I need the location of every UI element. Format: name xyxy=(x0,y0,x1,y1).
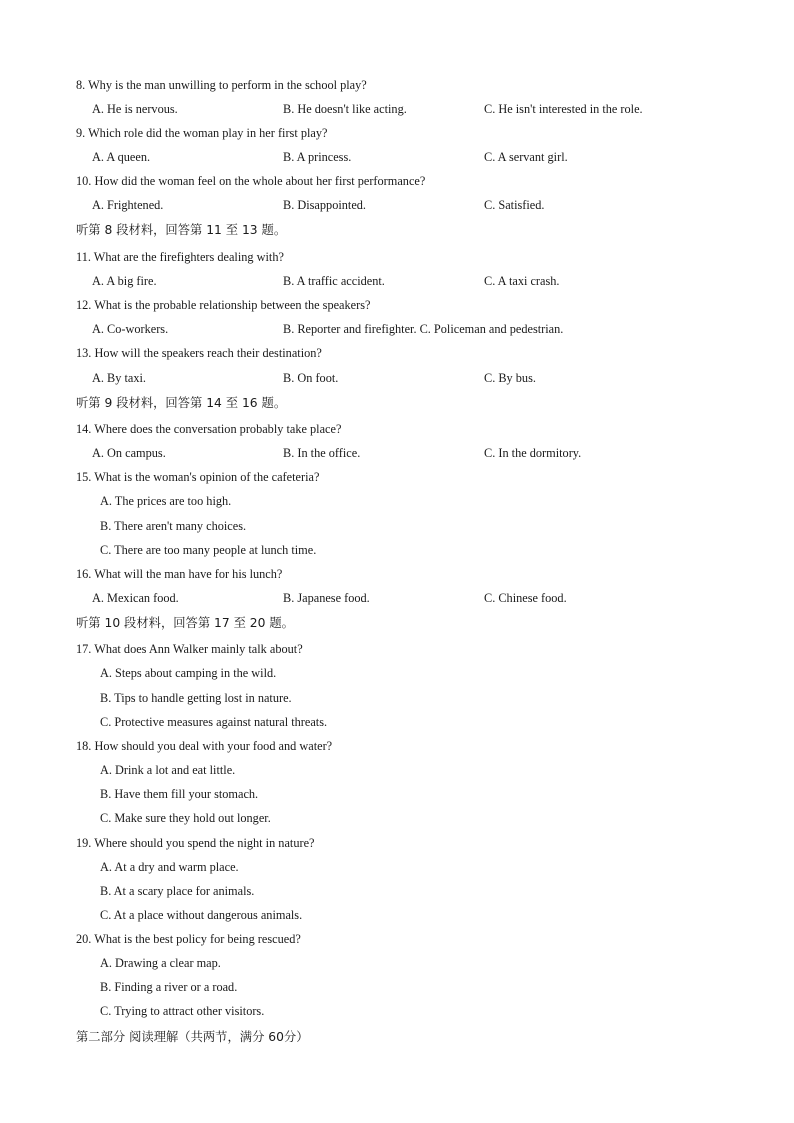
answer-option: A. A big fire. xyxy=(92,274,157,288)
section-heading: 听第 10 段材料，回答第 17 至 20 题。 xyxy=(76,616,294,630)
answer-option: A. Co-workers. xyxy=(92,322,169,336)
answer-option: C. A servant girl. xyxy=(484,150,568,164)
answer-option: B. On foot. xyxy=(283,371,339,385)
answer-option: A. He is nervous. xyxy=(92,102,178,116)
answer-option: B. Reporter and firefighter. C. Policeman and pedestrian. xyxy=(283,322,564,336)
answer-option: C. At a place without dangerous animals. xyxy=(100,908,303,922)
question-text: 16. What will the man have for his lunch? xyxy=(76,567,283,581)
answer-option: C. By bus. xyxy=(484,371,536,385)
answer-option: B. A princess. xyxy=(283,150,352,164)
answer-option: A. A queen. xyxy=(92,150,151,164)
answer-option: A. The prices are too high. xyxy=(100,494,232,508)
answer-option: B. A traffic accident. xyxy=(283,274,385,288)
answer-option: C. There are too many people at lunch time. xyxy=(100,543,317,557)
question-text: 19. Where should you spend the night in nature? xyxy=(76,836,315,850)
answer-option: B. There aren't many choices. xyxy=(100,519,247,533)
question-text: 11. What are the firefighters dealing with? xyxy=(76,250,284,264)
question-text: 14. Where does the conversation probably take place? xyxy=(76,422,342,436)
answer-option: C. Satisfied. xyxy=(484,198,545,212)
answer-option: A. Mexican food. xyxy=(92,591,179,605)
question-text: 12. What is the probable relationship between the speakers? xyxy=(76,298,371,312)
answer-option: C. He isn't interested in the role. xyxy=(484,102,643,116)
answer-option: B. Japanese food. xyxy=(283,591,370,605)
question-text: 10. How did the woman feel on the whole about her first performance? xyxy=(76,174,426,188)
answer-option: B. Finding a river or a road. xyxy=(100,980,238,994)
question-text: 9. Which role did the woman play in her first play? xyxy=(76,126,328,140)
question-text: 13. How will the speakers reach their destination? xyxy=(76,346,322,360)
answer-option: C. In the dormitory. xyxy=(484,446,582,460)
question-text: 18. How should you deal with your food and water? xyxy=(76,739,333,753)
answer-option: A. Frightened. xyxy=(92,198,164,212)
question-text: 8. Why is the man unwilling to perform in the school play? xyxy=(76,78,367,92)
section-heading: 听第 8 段材料，回答第 11 至 13 题。 xyxy=(76,223,287,237)
question-text: 17. What does Ann Walker mainly talk about? xyxy=(76,642,303,656)
answer-option: C. Make sure they hold out longer. xyxy=(100,811,271,825)
answer-option: A. By taxi. xyxy=(92,371,146,385)
answer-option: B. Have them fill your stomach. xyxy=(100,787,259,801)
answer-option: A. Steps about camping in the wild. xyxy=(100,666,277,680)
answer-option: C. Protective measures against natural threats. xyxy=(100,715,328,729)
answer-option: B. He doesn't like acting. xyxy=(283,102,407,116)
answer-option: B. Disappointed. xyxy=(283,198,366,212)
answer-option: A. At a dry and warm place. xyxy=(100,860,239,874)
answer-option: B. At a scary place for animals. xyxy=(100,884,255,898)
answer-option: B. Tips to handle getting lost in nature. xyxy=(100,691,292,705)
answer-option: A. Drawing a clear map. xyxy=(100,956,221,970)
answer-option: C. A taxi crash. xyxy=(484,274,560,288)
answer-option: B. In the office. xyxy=(283,446,361,460)
answer-option: C. Trying to attract other visitors. xyxy=(100,1004,265,1018)
answer-option: A. Drink a lot and eat little. xyxy=(100,763,236,777)
question-text: 15. What is the woman's opinion of the cafeteria? xyxy=(76,470,320,484)
question-text: 20. What is the best policy for being rescued? xyxy=(76,932,301,946)
section-heading: 听第 9 段材料，回答第 14 至 16 题。 xyxy=(76,396,287,410)
answer-option: A. On campus. xyxy=(92,446,166,460)
section-heading: 第二部分 阅读理解（共两节，满分 60分） xyxy=(76,1030,309,1044)
answer-option: C. Chinese food. xyxy=(484,591,567,605)
